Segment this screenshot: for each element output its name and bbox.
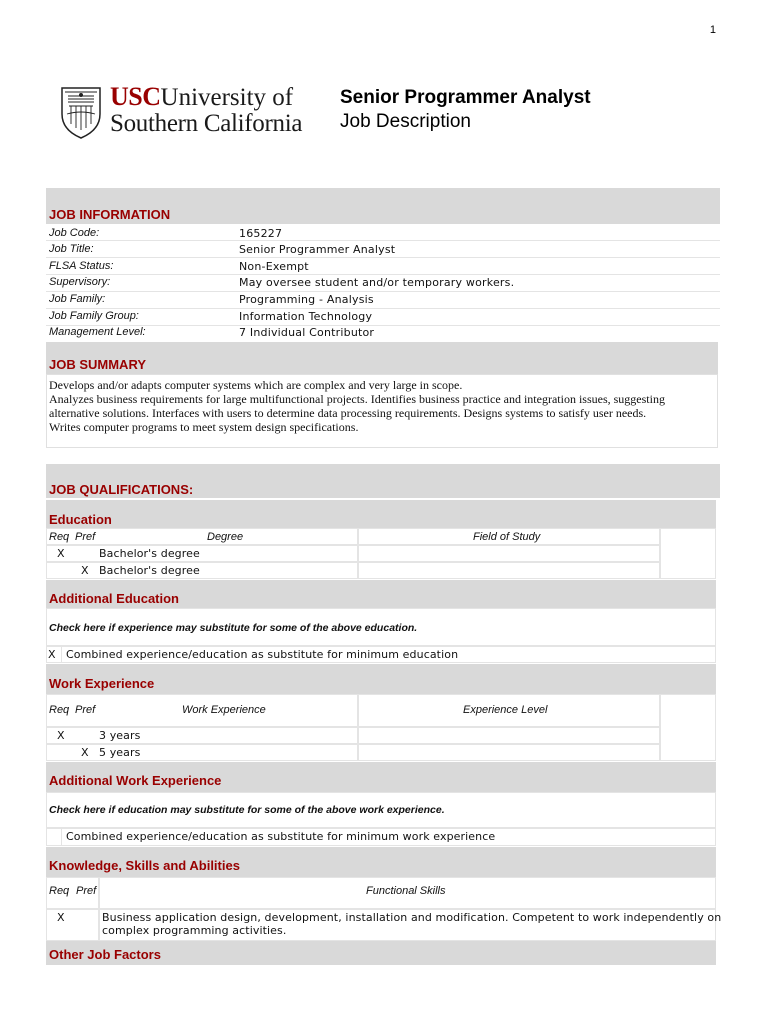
other-job-factors-heading: Other Job Factors bbox=[49, 947, 161, 962]
ksa-req-mark: X bbox=[57, 911, 65, 924]
job-summary-line: Writes computer programs to meet system design specifications. bbox=[49, 420, 359, 434]
education-band bbox=[46, 500, 716, 528]
usc-logo bbox=[58, 84, 328, 140]
education-heading: Education bbox=[49, 512, 112, 527]
work-pref-header: Pref bbox=[75, 704, 96, 716]
supervisory-value: May oversee student and/or temporary workers. bbox=[239, 276, 515, 289]
education-degree-header: Degree bbox=[207, 531, 244, 543]
work-experience-header: Work Experience bbox=[182, 704, 266, 716]
experience-level-header: Experience Level bbox=[463, 704, 548, 716]
work-experience-heading: Work Experience bbox=[49, 676, 155, 691]
education-degree: Bachelor's degree bbox=[99, 564, 200, 577]
ksa-col-divider bbox=[98, 877, 100, 941]
page-title: Senior Programmer Analyst bbox=[340, 87, 591, 108]
job-information-heading: JOB INFORMATION bbox=[49, 207, 171, 222]
info-row bbox=[236, 224, 720, 241]
additional-work-experience-heading: Additional Work Experience bbox=[49, 773, 222, 788]
job-code-value: 165227 bbox=[239, 227, 283, 240]
additional-education-text: Combined experience/education as substitute for minimum education bbox=[66, 648, 459, 661]
management-level-value: 7 Individual Contributor bbox=[239, 326, 375, 339]
education-side-cell bbox=[660, 528, 716, 579]
education-col-divider bbox=[357, 528, 359, 579]
ksa-heading: Knowledge, Skills and Abilities bbox=[49, 858, 240, 873]
job-code-label: Job Code: bbox=[49, 227, 100, 239]
job-family-group-label: Job Family Group: bbox=[49, 310, 139, 322]
education-header-row bbox=[46, 528, 660, 545]
flsa-status-label: FLSA Status: bbox=[49, 260, 114, 272]
additional-work-note: Check here if education may substitute for some of the above work experience. bbox=[49, 804, 445, 816]
ksa-skills-header: Functional Skills bbox=[366, 885, 446, 897]
additional-work-checkbox[interactable] bbox=[46, 828, 62, 846]
ksa-req-header: Req bbox=[49, 885, 70, 897]
job-family-value: Programming - Analysis bbox=[239, 293, 374, 306]
job-family-group-value: Information Technology bbox=[239, 310, 373, 323]
job-summary-heading: JOB SUMMARY bbox=[49, 357, 147, 372]
education-req-header: Req bbox=[49, 531, 70, 543]
work-years: 5 years bbox=[99, 746, 141, 759]
education-degree: Bachelor's degree bbox=[99, 547, 200, 560]
flsa-status-value: Non-Exempt bbox=[239, 260, 309, 273]
ksa-pref-header: Pref bbox=[76, 885, 97, 897]
job-summary-line: Analyzes business requirements for large multifunctional projects. Identifies business practice and integration issues, suggesting bbox=[49, 392, 665, 406]
work-experience-col-divider bbox=[357, 694, 359, 761]
additional-education-mark: X bbox=[48, 648, 56, 661]
page-subtitle: Job Description bbox=[340, 111, 471, 132]
job-family-label: Job Family: bbox=[49, 293, 106, 305]
education-pref-header: Pref bbox=[75, 531, 96, 543]
usc-seal-icon bbox=[58, 84, 104, 140]
job-summary-line: alternative solutions. Interfaces with users to determine data processing requirements. Designs systems to satisfy user needs. bbox=[49, 406, 647, 420]
job-title-label: Job Title: bbox=[49, 243, 94, 255]
ksa-skill-line: complex programming activities. bbox=[102, 924, 287, 937]
work-pref-mark: X bbox=[81, 746, 89, 759]
job-title-value: Senior Programmer Analyst bbox=[239, 243, 396, 256]
job-summary-band bbox=[46, 342, 718, 374]
education-field-header: Field of Study bbox=[473, 531, 541, 543]
work-req-mark: X bbox=[57, 729, 65, 742]
work-req-header: Req bbox=[49, 704, 70, 716]
logo-university-of: University of bbox=[160, 84, 294, 111]
additional-education-note: Check here if experience may substitute for some of the above education. bbox=[49, 622, 418, 634]
job-information-table bbox=[46, 224, 720, 342]
job-summary-box bbox=[46, 374, 718, 448]
logo-usc: USC bbox=[110, 82, 161, 111]
logo-southern-california: Southern California bbox=[110, 110, 303, 137]
education-req-mark: X bbox=[57, 547, 65, 560]
job-summary-line: Develops and/or adapts computer systems which are complex and very large in scope. bbox=[49, 378, 463, 392]
work-years: 3 years bbox=[99, 729, 141, 742]
education-pref-mark: X bbox=[81, 564, 89, 577]
additional-education-heading: Additional Education bbox=[49, 591, 179, 606]
management-level-label: Management Level: bbox=[49, 326, 146, 338]
work-experience-header-row bbox=[46, 694, 660, 727]
supervisory-label: Supervisory: bbox=[49, 276, 111, 288]
job-qualifications-heading: JOB QUALIFICATIONS: bbox=[49, 482, 194, 497]
ksa-skill-line: Business application design, development, installation and modification. Competent to work independently on bbox=[102, 911, 722, 924]
page-number: 1 bbox=[709, 24, 716, 36]
additional-work-text: Combined experience/education as substitute for minimum work experience bbox=[66, 830, 496, 843]
work-experience-side-cell bbox=[660, 694, 716, 761]
